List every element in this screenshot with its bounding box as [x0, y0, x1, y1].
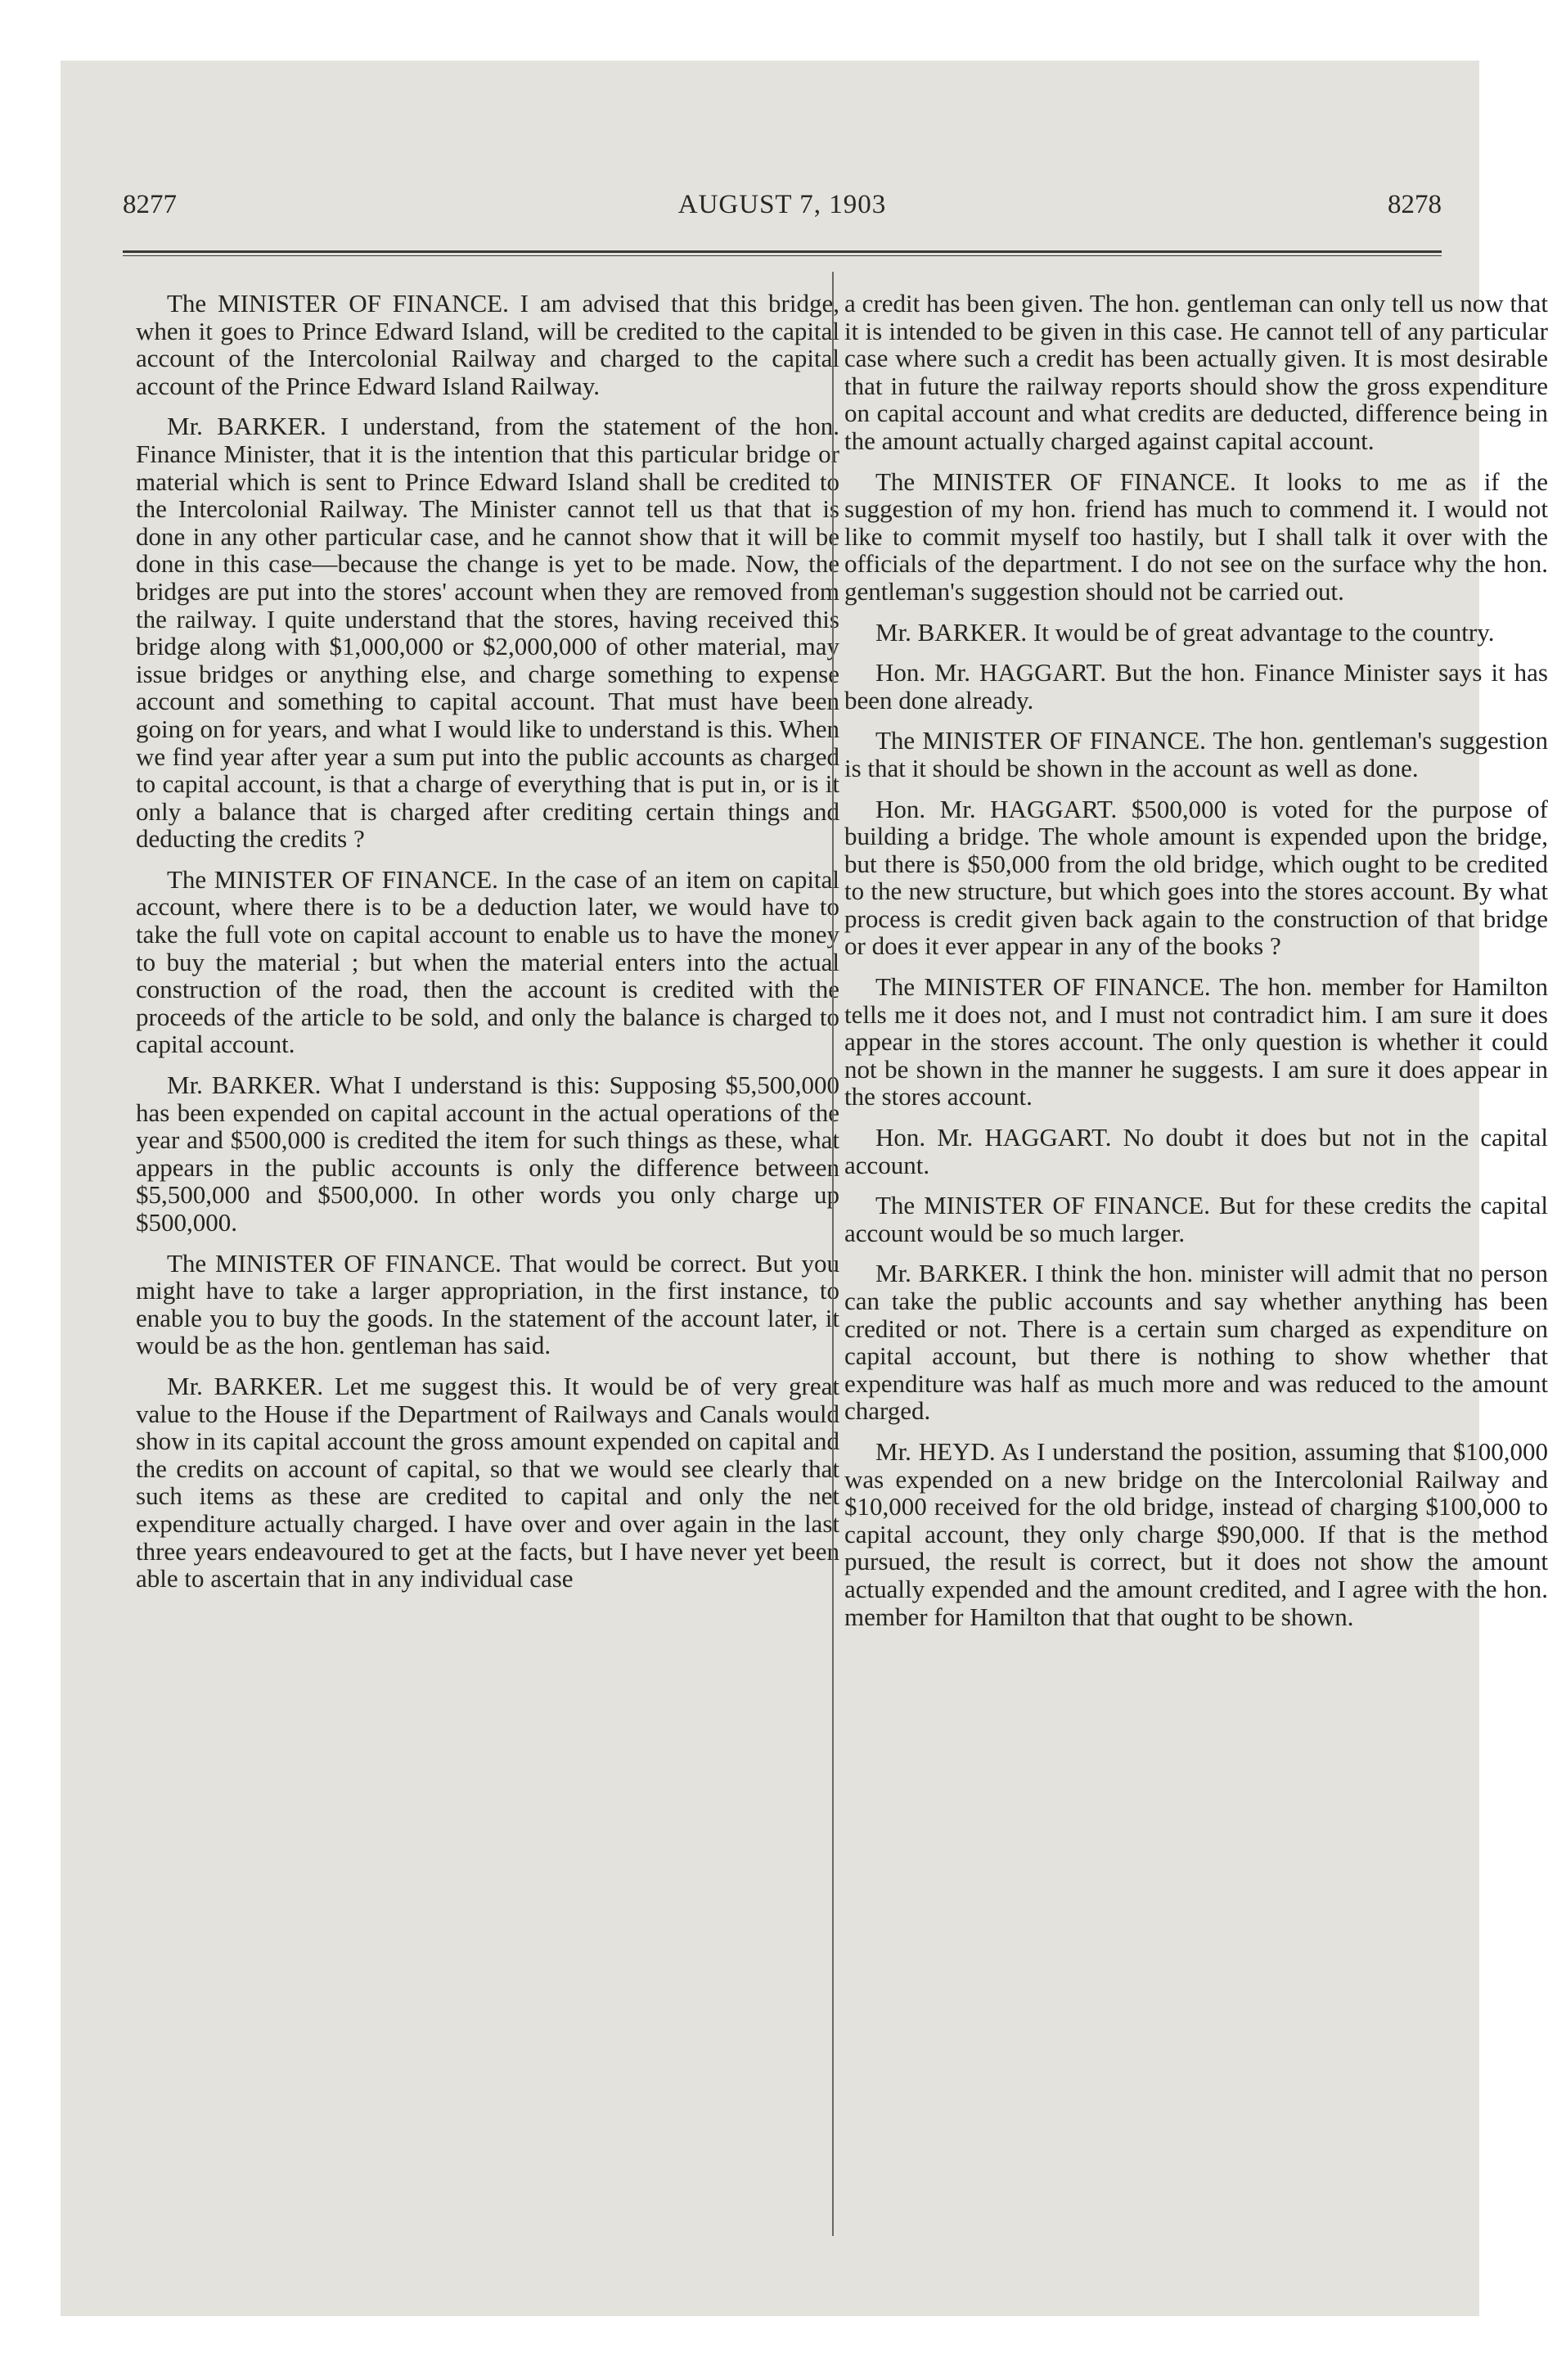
- scanned-page: [61, 61, 1548, 2316]
- paragraph: Mr. BARKER. I think the hon. minister will admit that no person can take the public accounts and say whether anything has been credited or not. There is a certain sum charged as expenditure on capital account, but there is nothing to show whether that expenditure was half as much more and was reduced to the amount charged.: [844, 1259, 1548, 1426]
- paragraph: Mr. BARKER. I understand, from the statement of the hon. Finance Minister, that it is the intention that this particular bridge or material which is sent to Prince Edward Island shall be credited to the Intercolonial Railway. The Minister cannot tell us that that is done in any other particular case, and he cannot show that it will be done in this case—because the change is yet to be made. Now, the bridges are put into the stores' account when they are removed from the railway. I quite understand that the stores, having received this bridge along with $1,000,000 or $2,000,000 of other material, may issue bridges or anything else, and charge something to expense account and something to capital account. That must have been going on for years, and what I would like to understand is this. When we find year after year a sum put into the public accounts as charged to capital account, is that a charge of everything that is put in, or is it only a balance that is charged after crediting certain things and deducting the credits ?: [136, 412, 839, 854]
- paragraph-continued: a credit has been given. The hon. gentleman can only tell us now that it is intended to be given in this case. He cannot tell of any particular case where such a credit has been actually given. It is most desirable that in future the railway reports should show the gross expenditure on capital account and what credits are deducted, difference being in the amount actually charged against capital account.: [844, 289, 1548, 455]
- paragraph: The MINISTER OF FINANCE. The hon. member for Hamilton tells me it does not, and I must not contradict him. I am sure it does appear in the stores account. The only question is whether it could not be shown in the manner he suggests. I am sure it does appear in the stores account.: [844, 972, 1548, 1111]
- paragraph: The MINISTER OF FINANCE. The hon. gentleman's suggestion is that it should be shown in the account as well as done.: [844, 726, 1548, 782]
- paragraph: Mr. BARKER. Let me suggest this. It would be of very great value to the House if the Department of Railways and Canals would show in its capital account the gross amount expended on capital and the credits on account of capital, so that we would see clearly that such items as these are credited to capital and only the net expenditure actually charged. I have over and over again in the last three years endeavoured to get at the facts, but I have never yet been able to ascertain that in any individual case: [136, 1371, 839, 1593]
- column-divider: [832, 272, 834, 2236]
- page-date: AUGUST 7, 1903: [677, 190, 887, 219]
- header-rule-thick: [123, 250, 1442, 253]
- paragraph: The MINISTER OF FINANCE. I am advised that this bridge, when it goes to Prince Edward Island, will be credited to the capital account of the Intercolonial Railway and charged to the capital account of the Prince Edward Island Railway.: [136, 289, 839, 400]
- paragraph: Mr. BARKER. It would be of great advantage to the country.: [875, 617, 1495, 647]
- paragraph: Hon. Mr. HAGGART. $500,000 is voted for the purpose of building a bridge. The whole amount is expended upon the bridge, but there is $50,000 from the old bridge, which ought to be credited to the new structure, but which goes into the stores account. By what process is credit given back again to the construction of that bridge or does it ever appear in any of the books ?: [844, 794, 1548, 961]
- paragraph: The MINISTER OF FINANCE. In the case of an item on capital account, where there is to be a deduction later, we would have to take the full vote on capital account to enable us to have the money to buy the material ; but when the material enters into the actual construction of the road, then the account is credited with the proceeds of the article to be sold, and only the balance is charged to capital account.: [136, 864, 839, 1059]
- page-header: [123, 190, 1442, 231]
- paragraph: The MINISTER OF FINANCE. It looks to me as if the suggestion of my hon. friend has much to commend it. I would not like to commit myself too hastily, but I shall talk it over with the officials of the department. I do not see on the surface why the hon. gentleman's suggestion should not be carried out.: [844, 467, 1548, 606]
- paragraph: The MINISTER OF FINANCE. But for these credits the capital account would be so much larger.: [844, 1191, 1548, 1247]
- paragraph: Hon. Mr. HAGGART. But the hon. Finance Minister says it has been done already.: [844, 658, 1548, 714]
- paragraph: Mr. BARKER. What I understand is this: Supposing $5,500,000 has been expended on capital account in the actual operations of the year and $500,000 is credited the item for such things as these, what appears in the public accounts is only the difference between $5,500,000 and $500,000. In other words you only charge up $500,000.: [136, 1071, 839, 1237]
- page-number-right: 8278: [1388, 190, 1442, 219]
- header-rule-thin: [123, 255, 1442, 256]
- right-column: [844, 290, 1548, 1643]
- page-number-left: 8277: [123, 190, 177, 219]
- paragraph: Mr. HEYD. As I understand the position, assuming that $100,000 was expended on a new bridge on the Intercolonial Railway and $10,000 received for the old bridge, instead of charging $100,000 to capital account, they only charge $90,000. If that is the method pursued, the result is correct, but it does not show the amount actually expended and the amount credited, and I agree with the hon. member for Hamilton that that ought to be shown.: [844, 1436, 1548, 1631]
- paragraph: Hon. Mr. HAGGART. No doubt it does but not in the capital account.: [844, 1123, 1548, 1179]
- left-column: [136, 290, 839, 1606]
- paragraph: The MINISTER OF FINANCE. That would be correct. But you might have to take a larger appropriation, in the first instance, to enable you to buy the goods. In the statement of the account later, it would be as the hon. gentleman has said.: [136, 1248, 839, 1360]
